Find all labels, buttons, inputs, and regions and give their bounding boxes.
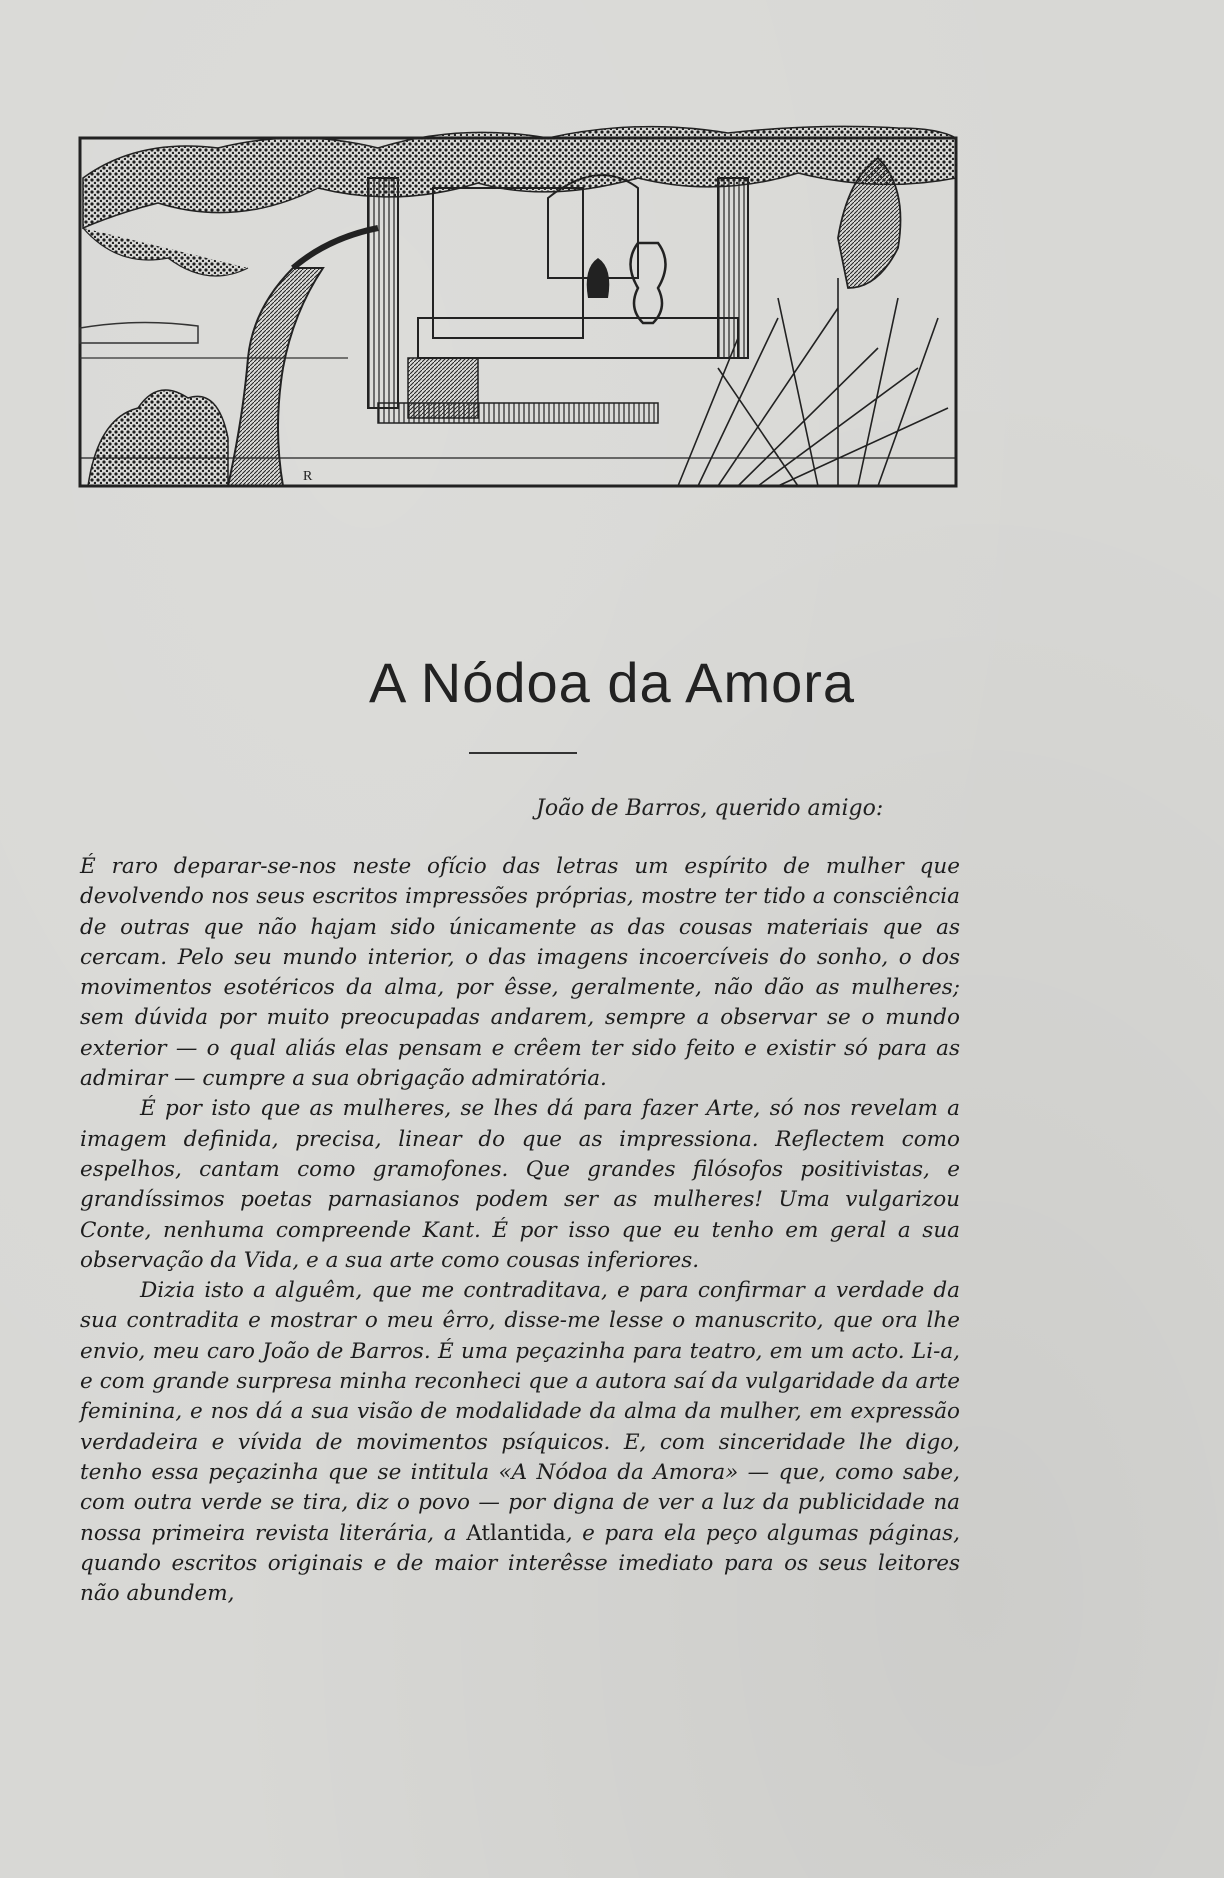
page-title: A Nódoa da Amora bbox=[368, 651, 856, 714]
magazine-name: Atlantida bbox=[466, 1520, 566, 1546]
article-body bbox=[80, 852, 960, 1609]
garden-engraving-icon bbox=[78, 118, 960, 496]
paragraph-1: É raro deparar-se-nos neste ofício das letras um espírito de mulher que devolvendo nos seus escritos impressões próprias, mostre ter tido a consciência de outras que não hajam sido únicamente as das cousas materiais que as cercam. Pelo seu mundo interior, o das imagens incoercíveis do sonho, o dos movimentos esotéricos da alma, por êsse, geralmente, não dão as mulheres; sem dúvida por muito preocupadas andarem, sempre a observar se o mundo exterior — o qual aliás elas pensam e crêem ter sido feito e existir só para as admirar — cumpre a sua obrigação admiratória. bbox=[80, 854, 960, 1092]
signature-mark: R bbox=[303, 469, 313, 484]
title-divider bbox=[469, 752, 577, 754]
paragraph-3-text: Dizia isto a alguêm, que me contraditava, e para confirmar a verdade da sua contradita e mostrar o meu êrro, disse-me lesse o manuscrito, que ora lhe envio, meu caro João de Barros. É uma peçazinha para teatro, em um acto. Li-a, e com grande surpresa minha reconheci que a autora saí da vulgaridade da arte feminina, e nos dá a sua visão de modalidade da alma da mulher, em expressão verdadeira e vívida de movimentos psíquicos. E, com sinceridade lhe digo, tenho essa peçazinha que se intitula «A Nódoa da Amora» — que, como sabe, com outra verde se tira, diz o povo — por digna de ver a luz da publicidade na nossa primeira revista literária, a bbox=[80, 1278, 960, 1546]
paragraph-3-closing: , e para ela peço algumas páginas, quando escritos originais e de maior interêsse imediato para os seus leitores não abundem, bbox=[80, 1520, 960, 1607]
paragraph-3 bbox=[80, 1276, 960, 1609]
salutation: João de Barros, querido amigo: bbox=[536, 796, 884, 821]
paragraph-2: É por isto que as mulheres, se lhes dá para fazer Arte, só nos revelam a imagem definida, precisa, linear do que as impressiona. Reflectem como espelhos, cantam como gramofones. Que grandes filósofos positivistas, e grandíssimos poetas parnasianos podem ser as mulheres! Uma vulgarizou Conte, nenhuma compreende Kant. É por isso que eu tenho em geral a sua observação da Vida, e a sua arte como cousas inferiores. bbox=[80, 1096, 960, 1273]
